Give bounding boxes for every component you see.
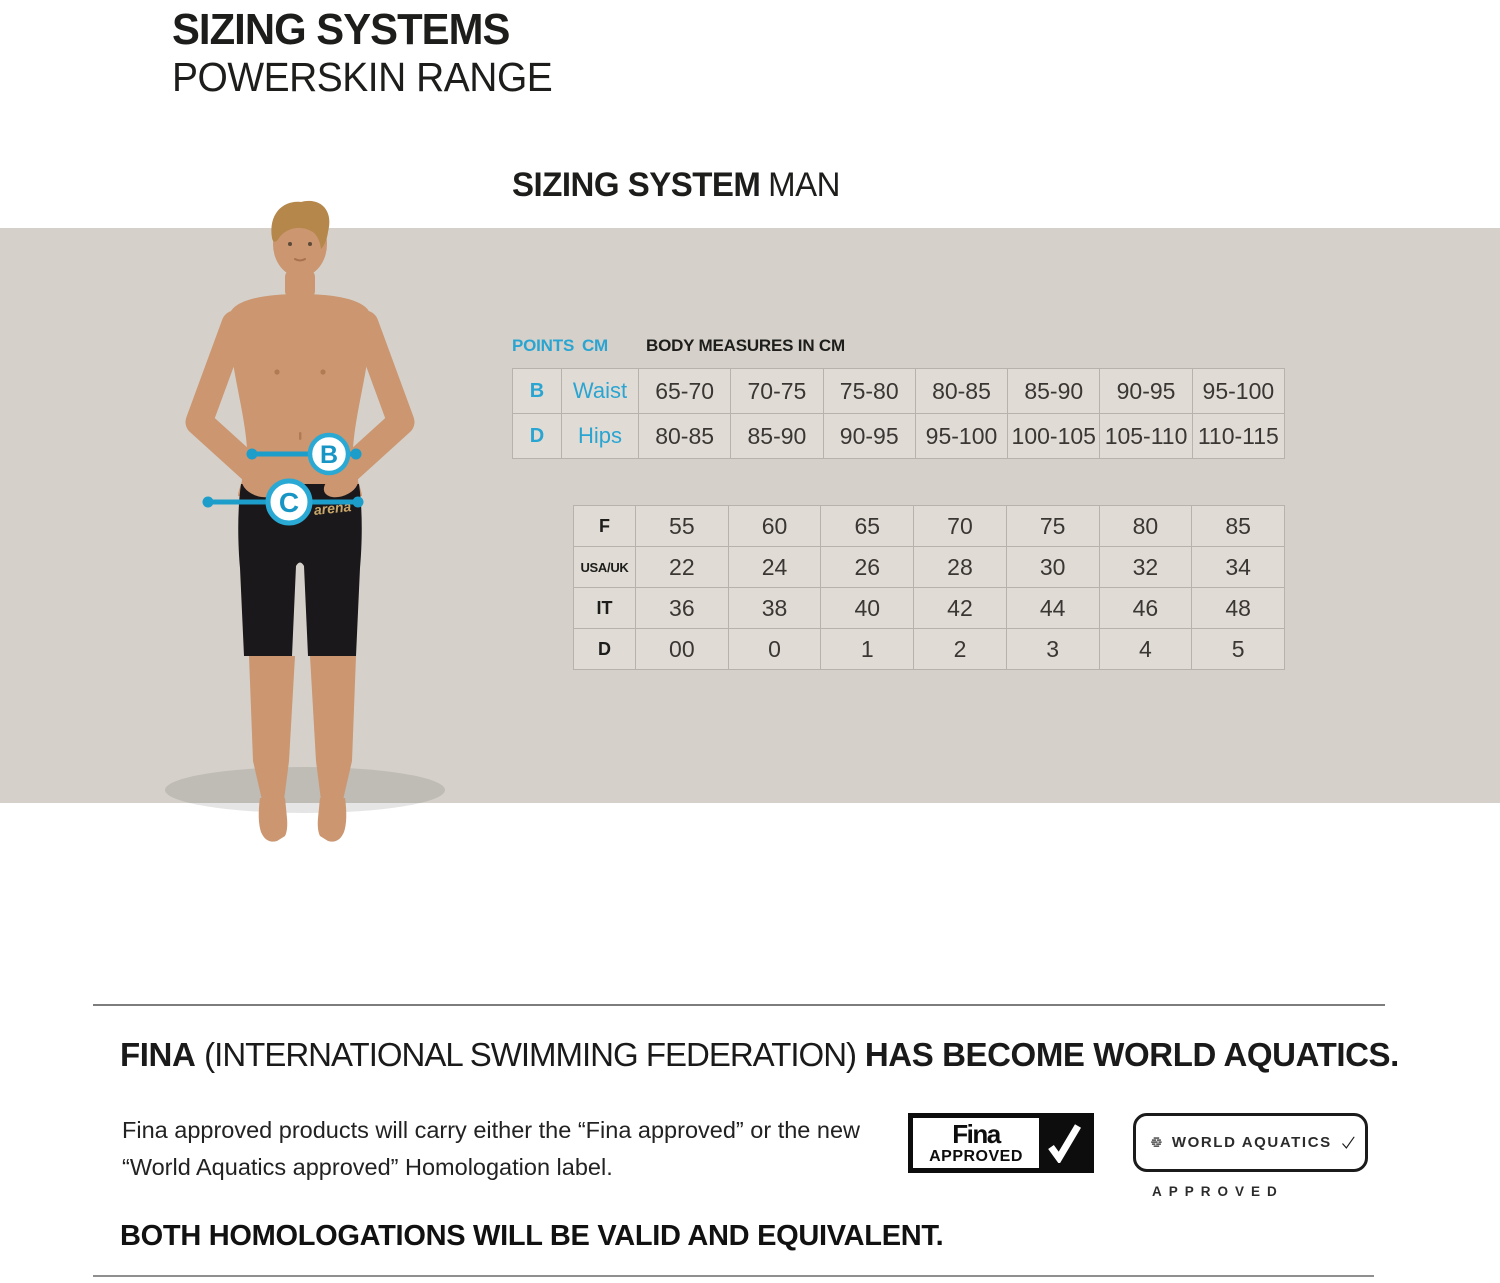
size-value-cell: 4: [1099, 629, 1192, 670]
measure-value-cell: 90-95: [823, 414, 915, 459]
section-title-bold: SIZING SYSTEM: [512, 166, 761, 204]
size-conversion-table: [573, 505, 1285, 670]
male-model-illustration: [155, 196, 445, 851]
fina-paragraph-line2: “World Aquatics approved” Homologation label.: [122, 1154, 613, 1180]
page-title-line2: POWERSKIN RANGE: [172, 54, 553, 100]
size-value-cell: 22: [636, 547, 729, 588]
point-cell: D: [513, 414, 562, 459]
header-cm: CM: [581, 336, 609, 355]
size-value-cell: 3: [1006, 629, 1099, 670]
size-value-cell: 70: [914, 506, 1007, 547]
measure-value-cell: 95-100: [915, 414, 1007, 459]
size-system-cell: F: [574, 506, 636, 547]
model-photo: [155, 196, 445, 851]
size-value-cell: 34: [1192, 547, 1285, 588]
size-system-cell: D: [574, 629, 636, 670]
measure-value-cell: 80-85: [639, 414, 731, 459]
size-value-cell: 38: [728, 588, 821, 629]
size-value-cell: 36: [636, 588, 729, 629]
size-value-cell: 75: [1006, 506, 1099, 547]
size-value-cell: 42: [914, 588, 1007, 629]
measure-label-cell: Hips: [562, 414, 639, 459]
size-value-cell: 40: [821, 588, 914, 629]
header-points: POINTS: [512, 336, 575, 355]
measure-value-cell: 85-90: [1008, 369, 1100, 414]
fina-headline-bold1: FINA: [120, 1036, 196, 1073]
size-value-cell: 1: [821, 629, 914, 670]
size-value-cell: 0: [728, 629, 821, 670]
size-value-cell: 80: [1099, 506, 1192, 547]
page-title: [172, 6, 552, 100]
floor-shadow: [165, 767, 445, 813]
measures-table-header: [512, 336, 1285, 356]
fina-headline-light: (INTERNATIONAL SWIMMING FEDERATION): [204, 1036, 857, 1073]
checkmark-icon: [1039, 1118, 1089, 1168]
size-value-cell: 60: [728, 506, 821, 547]
fina-approved-badge: [908, 1113, 1094, 1173]
divider-bottom: [93, 1275, 1374, 1277]
measure-value-cell: 75-80: [823, 369, 915, 414]
size-value-cell: 65: [821, 506, 914, 547]
sizes-table-row: [574, 588, 1285, 629]
fina-headline: [120, 1036, 1399, 1074]
size-value-cell: 46: [1099, 588, 1192, 629]
fina-approved-label: APPROVED: [929, 1148, 1023, 1165]
size-value-cell: 24: [728, 547, 821, 588]
measure-value-cell: 110-115: [1192, 414, 1284, 459]
size-system-cell: USA/UK: [574, 547, 636, 588]
point-c-label: C: [278, 487, 300, 518]
size-value-cell: 00: [636, 629, 729, 670]
size-value-cell: 2: [914, 629, 1007, 670]
measures-table-row: [513, 414, 1285, 459]
measure-value-cell: 100-105: [1008, 414, 1100, 459]
measure-value-cell: 95-100: [1192, 369, 1284, 414]
sizes-table-row: [574, 506, 1285, 547]
body-measures-table: [512, 368, 1285, 459]
sizes-table-row: [574, 547, 1285, 588]
fina-brand: Fina: [952, 1119, 1000, 1149]
size-value-cell: 26: [821, 547, 914, 588]
fina-paragraph-line1: Fina approved products will carry either the “Fina approved” or the new: [122, 1117, 861, 1143]
fina-badge-text: [913, 1118, 1039, 1168]
fina-headline-bold2: HAS BECOME WORLD AQUATICS.: [864, 1036, 1399, 1073]
size-value-cell: 55: [636, 506, 729, 547]
header-body-measures: BODY MEASURES IN CM: [646, 336, 845, 355]
size-value-cell: 44: [1006, 588, 1099, 629]
size-value-cell: 32: [1099, 547, 1192, 588]
measure-value-cell: 70-75: [731, 369, 823, 414]
point-cell: B: [513, 369, 562, 414]
world-aquatics-badge: [1133, 1113, 1368, 1172]
arena-logo: arena: [313, 498, 352, 518]
section-title: [512, 166, 840, 205]
measure-value-cell: 105-110: [1100, 414, 1192, 459]
page-title-line1: SIZING SYSTEMS: [172, 5, 510, 54]
sizes-table-row: [574, 629, 1285, 670]
globe-icon: [1150, 1129, 1163, 1156]
point-b-label: B: [319, 441, 339, 469]
measure-value-cell: 90-95: [1100, 369, 1192, 414]
checkmark-icon: [1341, 1128, 1355, 1158]
measure-label-cell: Waist: [562, 369, 639, 414]
size-value-cell: 85: [1192, 506, 1285, 547]
measures-table-row: [513, 369, 1285, 414]
world-aquatics-label: WORLD AQUATICS: [1171, 1134, 1332, 1151]
size-value-cell: 28: [914, 547, 1007, 588]
size-value-cell: 48: [1192, 588, 1285, 629]
divider-top: [93, 1004, 1385, 1006]
size-system-cell: IT: [574, 588, 636, 629]
measure-value-cell: 85-90: [731, 414, 823, 459]
measure-value-cell: 80-85: [915, 369, 1007, 414]
section-title-light: MAN: [768, 166, 841, 204]
world-aquatics-approved-label: APPROVED: [1152, 1184, 1284, 1199]
homologations-footer: BOTH HOMOLOGATIONS WILL BE VALID AND EQUIVALENT.: [120, 1220, 944, 1252]
measure-value-cell: 65-70: [639, 369, 731, 414]
size-value-cell: 30: [1006, 547, 1099, 588]
fina-paragraph: [122, 1112, 860, 1186]
size-value-cell: 5: [1192, 629, 1285, 670]
